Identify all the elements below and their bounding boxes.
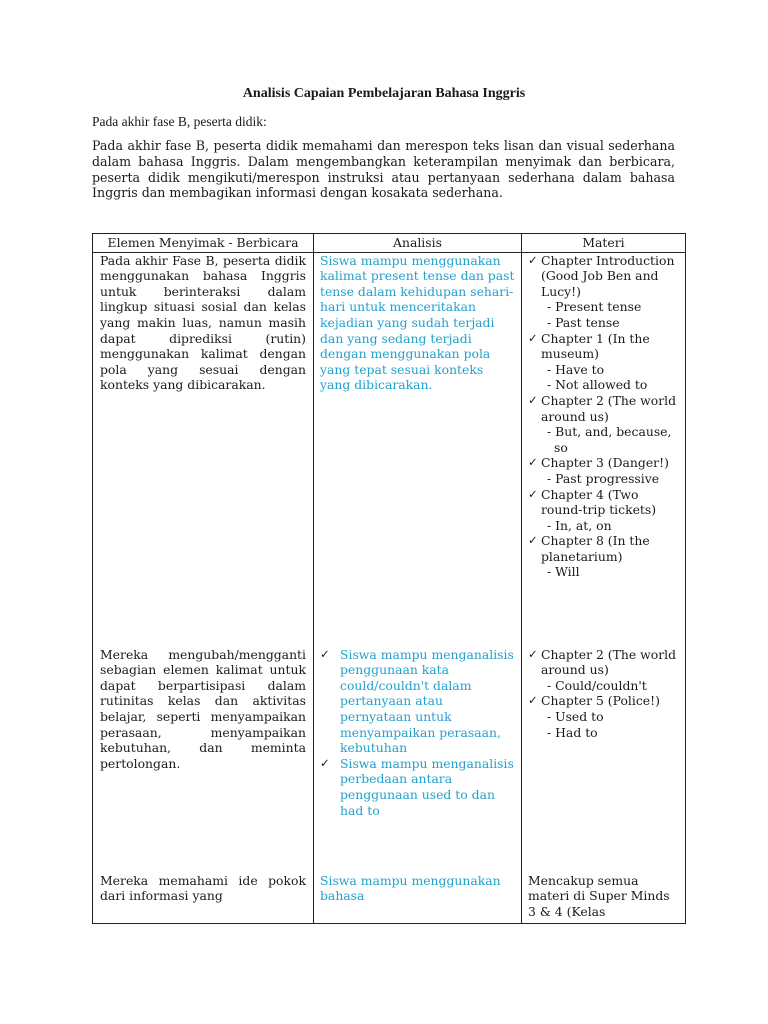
header-materi: Materi <box>522 234 686 253</box>
header-elemen: Elemen Menyimak - Berbicara <box>93 234 314 253</box>
material-subtopic: - In, at, on <box>547 517 612 533</box>
table-header-row <box>93 234 686 253</box>
material-chapter: ✓ Chapter 2 (The world around us) <box>528 393 679 424</box>
material-subtopic: - Present tense <box>547 299 642 315</box>
material-chapter: ✓ Chapter 2 (The world around us) <box>528 647 679 678</box>
table-row <box>93 645 686 863</box>
material-chapter: ✓ Chapter 8 (In the planetarium) <box>528 533 679 564</box>
material-chapter: ✓ Chapter 5 (Police!) <box>528 693 679 709</box>
material-subtopic: - Will <box>547 564 580 580</box>
material-subtopic: - Have to <box>547 361 605 377</box>
description-paragraph: Pada akhir fase B, peserta didik memahami dan merespon teks lisan dan visual sederhana dalam bahasa Inggris. Dalam mengembangkan keterampilan menyimak dan berbicara, peserta didik mengikuti/merespon instruksi atau pertanyaan sederhana dalam bahasa Inggris dan membagikan informasi dengan kosakata sederhana. <box>92 138 675 201</box>
header-analisis: Analisis <box>314 234 522 253</box>
analysis-cell: Siswa mampu menggunakan kalimat present tense dan past tense dalam kehidupan sehari-hari untuk menceritakan kejadian yang sudah terjadi dan yang sedang terjadi dengan menggunakan pola yang tepat sesuai konteks yang dibicarakan. <box>314 252 522 645</box>
material-subtopic: - Used to <box>547 708 604 724</box>
material-chapter: ✓ Chapter 4 (Two round-trip tickets) <box>528 487 679 518</box>
intro-text: Pada akhir fase B, peserta didik: <box>92 114 267 129</box>
material-subtopic: - Could/couldn't <box>547 677 647 693</box>
materials-list <box>528 647 679 741</box>
materials-list <box>528 253 679 580</box>
material-subtopic: - Not allowed to <box>547 377 648 393</box>
material-subtopic: - Past progressive <box>547 470 660 486</box>
element-cell: Mereka memahami ide pokok dari informasi yang <box>93 863 314 924</box>
material-subtopic: - Had to <box>547 724 598 740</box>
analysis-point: ✓ Siswa mampu menganalisis penggunaan kata could/couldn't dalam pertanyaan atau pernyataan untuk menyampaikan perasaan, kebutuhan <box>320 647 515 756</box>
element-cell: Mereka mengubah/mengganti sebagian elemen kalimat untuk dapat berpartisipasi dalam rutinitas kelas dan aktivitas belajar, seperti menyampaikan perasaan, menyampaikan kebutuhan, dan meminta pertolongan. <box>93 645 314 863</box>
analysis-table <box>92 233 686 924</box>
materials-cell <box>522 645 686 863</box>
material-chapter: ✓ Chapter 1 (In the museum) <box>528 331 679 362</box>
table-row <box>93 252 686 645</box>
material-subtopic: - Past tense <box>547 314 620 330</box>
analysis-point: ✓ Siswa mampu menganalisis perbedaan antara penggunaan used to dan had to <box>320 756 515 818</box>
material-subtopic: - But, and, because, so <box>547 424 672 455</box>
materials-cell <box>522 252 686 645</box>
material-chapter: ✓ Chapter 3 (Danger!) <box>528 455 679 471</box>
document-title: Analisis Capaian Pembelajaran Bahasa Inggris <box>242 86 526 101</box>
table-row <box>93 863 686 924</box>
materials-cell: Mencakup semua materi di Super Minds 3 & 4 (Kelas <box>522 863 686 924</box>
analysis-cell: Siswa mampu menggunakan bahasa <box>314 863 522 924</box>
analysis-cell <box>314 645 522 863</box>
element-cell: Pada akhir Fase B, peserta didik menggunakan bahasa Inggris untuk berinteraksi dalam lingkup situasi sosial dan kelas yang makin luas, namun masih dapat diprediksi (rutin) menggunakan kalimat dengan pola yang sesuai dengan konteks yang dibicarakan. <box>93 252 314 645</box>
material-chapter: ✓ Chapter Introduction (Good Job Ben and Lucy!) <box>528 253 679 300</box>
analysis-checklist <box>320 647 515 819</box>
